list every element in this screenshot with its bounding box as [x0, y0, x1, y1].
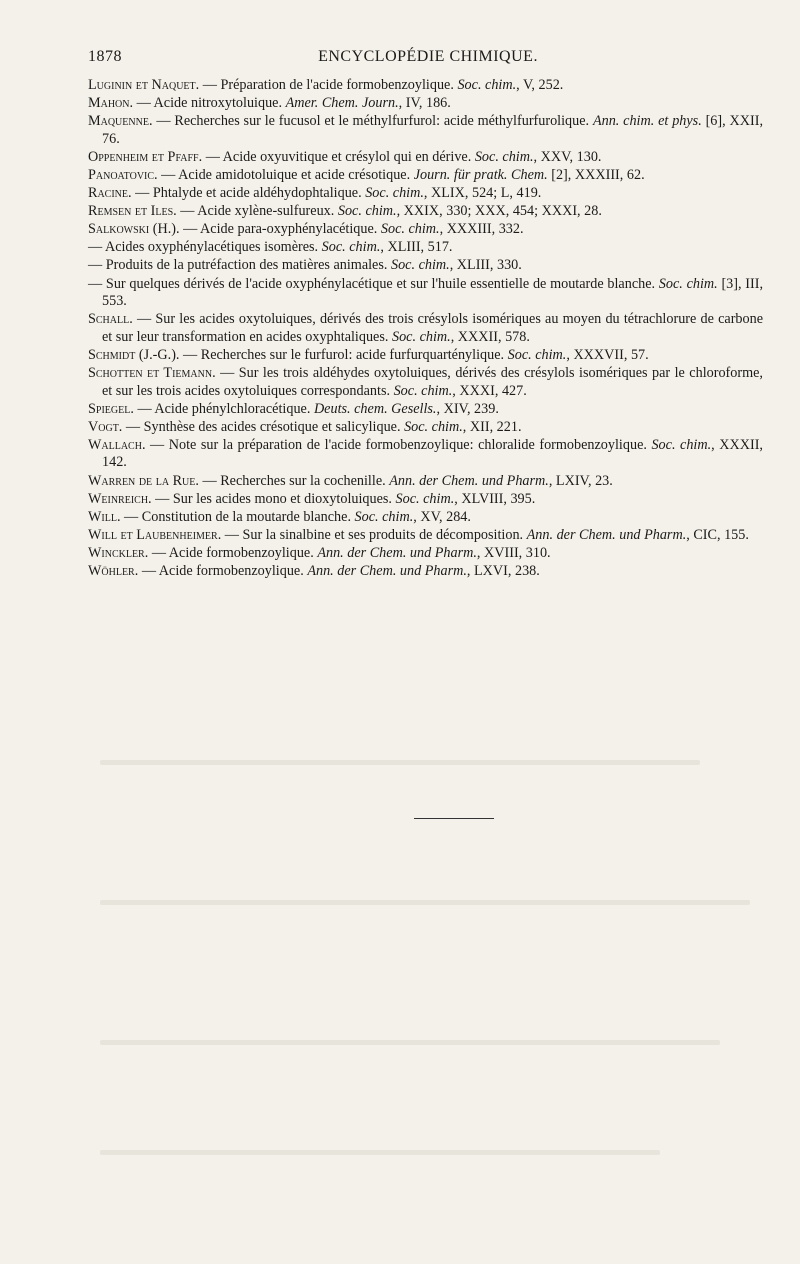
bibliography-entry — [88, 203, 763, 221]
page-number: 1878 — [88, 48, 122, 65]
bibliography-entry — [88, 473, 763, 491]
bibliography-entry — [88, 365, 763, 400]
entry-reference: , XII, 221. — [462, 418, 522, 435]
entry-reference: [6], XXII, 76. — [102, 113, 763, 147]
entry-source: Ann. chim. et phys. — [592, 113, 702, 130]
entry-source: Soc. chim. — [321, 239, 381, 256]
bibliography-entry — [88, 276, 763, 311]
bibliography-entry — [88, 167, 763, 185]
entry-reference: [3], III, 553. — [102, 275, 763, 310]
entry-author: Wallach. — [88, 436, 146, 453]
entry-reference: [2], XXXIII, 62. — [547, 166, 645, 183]
bibliography-entry — [88, 185, 763, 203]
entry-title: — Acides oxyphénylacétiques isomères. — [88, 239, 322, 256]
entry-reference: , XLIII, 517. — [380, 239, 453, 256]
entry-title: — Sur la sinalbine et ses produits de décomposition. — [221, 526, 527, 543]
entry-author: Winckler. — [88, 544, 149, 561]
entry-reference: , XLIII, 330. — [449, 257, 522, 274]
entry-title: — Acide xylène-sulfureux. — [176, 203, 338, 220]
entry-reference: , XVIII, 310. — [476, 544, 551, 561]
entry-source: Amer. Chem. Journ. — [285, 95, 399, 112]
entry-source: Soc. chim. — [395, 490, 455, 507]
entry-author: Will. — [88, 508, 121, 525]
entry-author: Maquenne. — [88, 113, 153, 130]
entry-reference: , XXXII, 142. — [102, 436, 763, 471]
bibliography-entry — [88, 419, 763, 437]
entry-title: — Acide formobenzoylique. — [148, 544, 318, 561]
entry-title: — Recherches sur la cochenille. — [198, 472, 390, 489]
entry-source: Soc. chim. — [365, 185, 424, 202]
bibliography-list — [88, 77, 763, 581]
entry-author: Will et Laubenheimer. — [88, 526, 222, 543]
entry-author: Weinreich. — [88, 490, 152, 507]
entry-reference: , XLVIII, 395. — [454, 490, 536, 507]
entry-source: Journ. für pratk. Chem. — [413, 166, 548, 183]
bibliography-entry — [88, 509, 763, 527]
entry-source: Soc. chim. — [337, 203, 397, 220]
entry-source: Ann. der Chem. und Pharm. — [526, 526, 687, 543]
entry-title: — Note sur la préparation de l'acide formobenzoylique: chloralide formobenzoylique. — [145, 436, 652, 453]
entry-source: Soc. chim. — [404, 418, 463, 435]
entry-source: Soc. chim. — [651, 436, 712, 453]
entry-title: — Acide oxyuvitique et crésylol qui en dérive. — [202, 148, 475, 165]
bibliography-entry — [88, 113, 763, 148]
entry-source: Soc. chim. — [457, 77, 517, 93]
entry-author: Spiegel. — [88, 400, 134, 417]
bibliography-entry — [88, 545, 763, 563]
entry-title: — Acide phénylchloracétique. — [133, 400, 314, 417]
entry-title: — Produits de la putréfaction des matières animales. — [88, 257, 391, 274]
entry-source: Ann. der Chem. und Pharm. — [317, 544, 477, 561]
entry-reference: , IV, 186. — [398, 95, 451, 112]
section-divider — [414, 818, 494, 819]
entry-source: Soc. chim. — [380, 221, 440, 238]
entry-title: — Acide formobenzoylique. — [138, 563, 308, 580]
entry-author: Schmidt (J.-G.). — [88, 346, 180, 363]
entry-author: Remsen et Iles. — [88, 203, 177, 220]
entry-title: — Préparation de l'acide formobenzoylique. — [199, 77, 458, 93]
entry-author: Schall. — [88, 311, 133, 328]
entry-reference: , LXIV, 23. — [548, 472, 613, 489]
entry-author: Salkowski (H.). — [88, 221, 180, 238]
entry-reference: , V, 252. — [516, 77, 564, 93]
entry-reference: , CIC, 155. — [686, 526, 749, 543]
bibliography-entry — [88, 563, 763, 581]
entry-reference: , XXXIII, 332. — [439, 221, 524, 238]
entry-title: — Synthèse des acides crésotique et salicylique. — [122, 418, 405, 435]
entry-reference: , XXIX, 330; XXX, 454; XXXI, 28. — [396, 203, 602, 220]
entry-title: — Acide para-oxyphénylacétique. — [179, 221, 381, 238]
bibliography-entry — [88, 491, 763, 509]
entry-author: Mahon. — [88, 95, 134, 112]
entry-reference: , XXXI, 427. — [452, 382, 527, 399]
bibliography-entry — [88, 77, 763, 95]
entry-author: Racine. — [88, 185, 132, 202]
entry-author: Schotten et Tiemann. — [88, 365, 216, 381]
entry-source: Soc. chim. — [390, 257, 450, 274]
entry-title: — Constitution de la moutarde blanche. — [120, 508, 355, 525]
bibliography-entry — [88, 437, 763, 472]
entry-source: Soc. chim. — [354, 508, 414, 525]
running-title: ENCYCLOPÉDIE CHIMIQUE. — [318, 48, 538, 65]
entry-title: — Acide nitroxytoluique. — [133, 95, 286, 112]
entry-author: Vogt. — [88, 418, 123, 435]
entry-title: — Sur les trois aldéhydes oxytoluiques, dérivés des crésylols isomériques par le chloroforme, et sur les trois acides oxytoluiques correspondants. — [102, 365, 763, 399]
entry-title: — Acide amidotoluique et acide crésotique. — [157, 166, 414, 183]
entry-source: Deuts. chem. Gesells. — [313, 400, 437, 417]
entry-reference: , XXXII, 578. — [450, 328, 530, 345]
entry-author: Oppenheim et Pfaff. — [88, 148, 203, 165]
entry-source: Soc. chim. — [391, 328, 451, 345]
entry-reference: , XIV, 239. — [436, 400, 499, 417]
bibliography-entry — [88, 311, 763, 346]
bibliography-entry — [88, 527, 763, 545]
bibliography-entry — [88, 239, 763, 257]
entry-title: — Sur les acides mono et dioxytoluiques. — [151, 490, 396, 507]
page-header — [88, 48, 768, 70]
bibliography-entry — [88, 149, 763, 167]
entry-author: Luginin et Naquet. — [88, 77, 200, 93]
entry-author: Warren de la Rue. — [88, 472, 199, 489]
entry-author: Wöhler. — [88, 563, 139, 580]
entry-source: Soc. chim. — [507, 346, 567, 363]
entry-source: Soc. chim. — [393, 382, 453, 399]
bibliography-entry — [88, 401, 763, 419]
entry-title: — Phtalyde et acide aldéhydophtalique. — [131, 185, 366, 202]
bibliography-entry — [88, 347, 763, 365]
bibliography-entry — [88, 95, 763, 113]
entry-title: — Recherches sur le fucusol et le méthylfurfurol: acide méthylfurfurolique. — [152, 113, 593, 130]
entry-reference: , LXVI, 238. — [466, 563, 540, 580]
entry-title: — Sur quelques dérivés de l'acide oxyphénylacétique et sur l'huile essentielle de moutarde blanche. — [88, 275, 659, 292]
bibliography-entry — [88, 221, 763, 239]
entry-source: Ann. der Chem. und Pharm. — [307, 563, 467, 580]
entry-reference: , XV, 284. — [413, 508, 471, 525]
entry-title: — Recherches sur le furfurol: acide furfurquarténylique. — [179, 346, 508, 363]
entry-title: — Sur les acides oxytoluiques, dérivés des trois crésylols isomériques au moyen du tétrachlorure de carbone et sur leur transformation en acides oxyphtaliques. — [102, 311, 763, 345]
entry-reference: , XXXVII, 57. — [566, 346, 649, 363]
entry-source: Soc. chim. — [658, 275, 718, 292]
entry-author: Panoatovic. — [88, 166, 158, 183]
entry-reference: , XLIX, 524; L, 419. — [423, 185, 542, 202]
entry-source: Soc. chim. — [474, 148, 534, 165]
entry-source: Ann. der Chem. und Pharm. — [389, 472, 549, 489]
bibliography-entry — [88, 257, 763, 275]
entry-reference: , XXV, 130. — [533, 148, 602, 165]
